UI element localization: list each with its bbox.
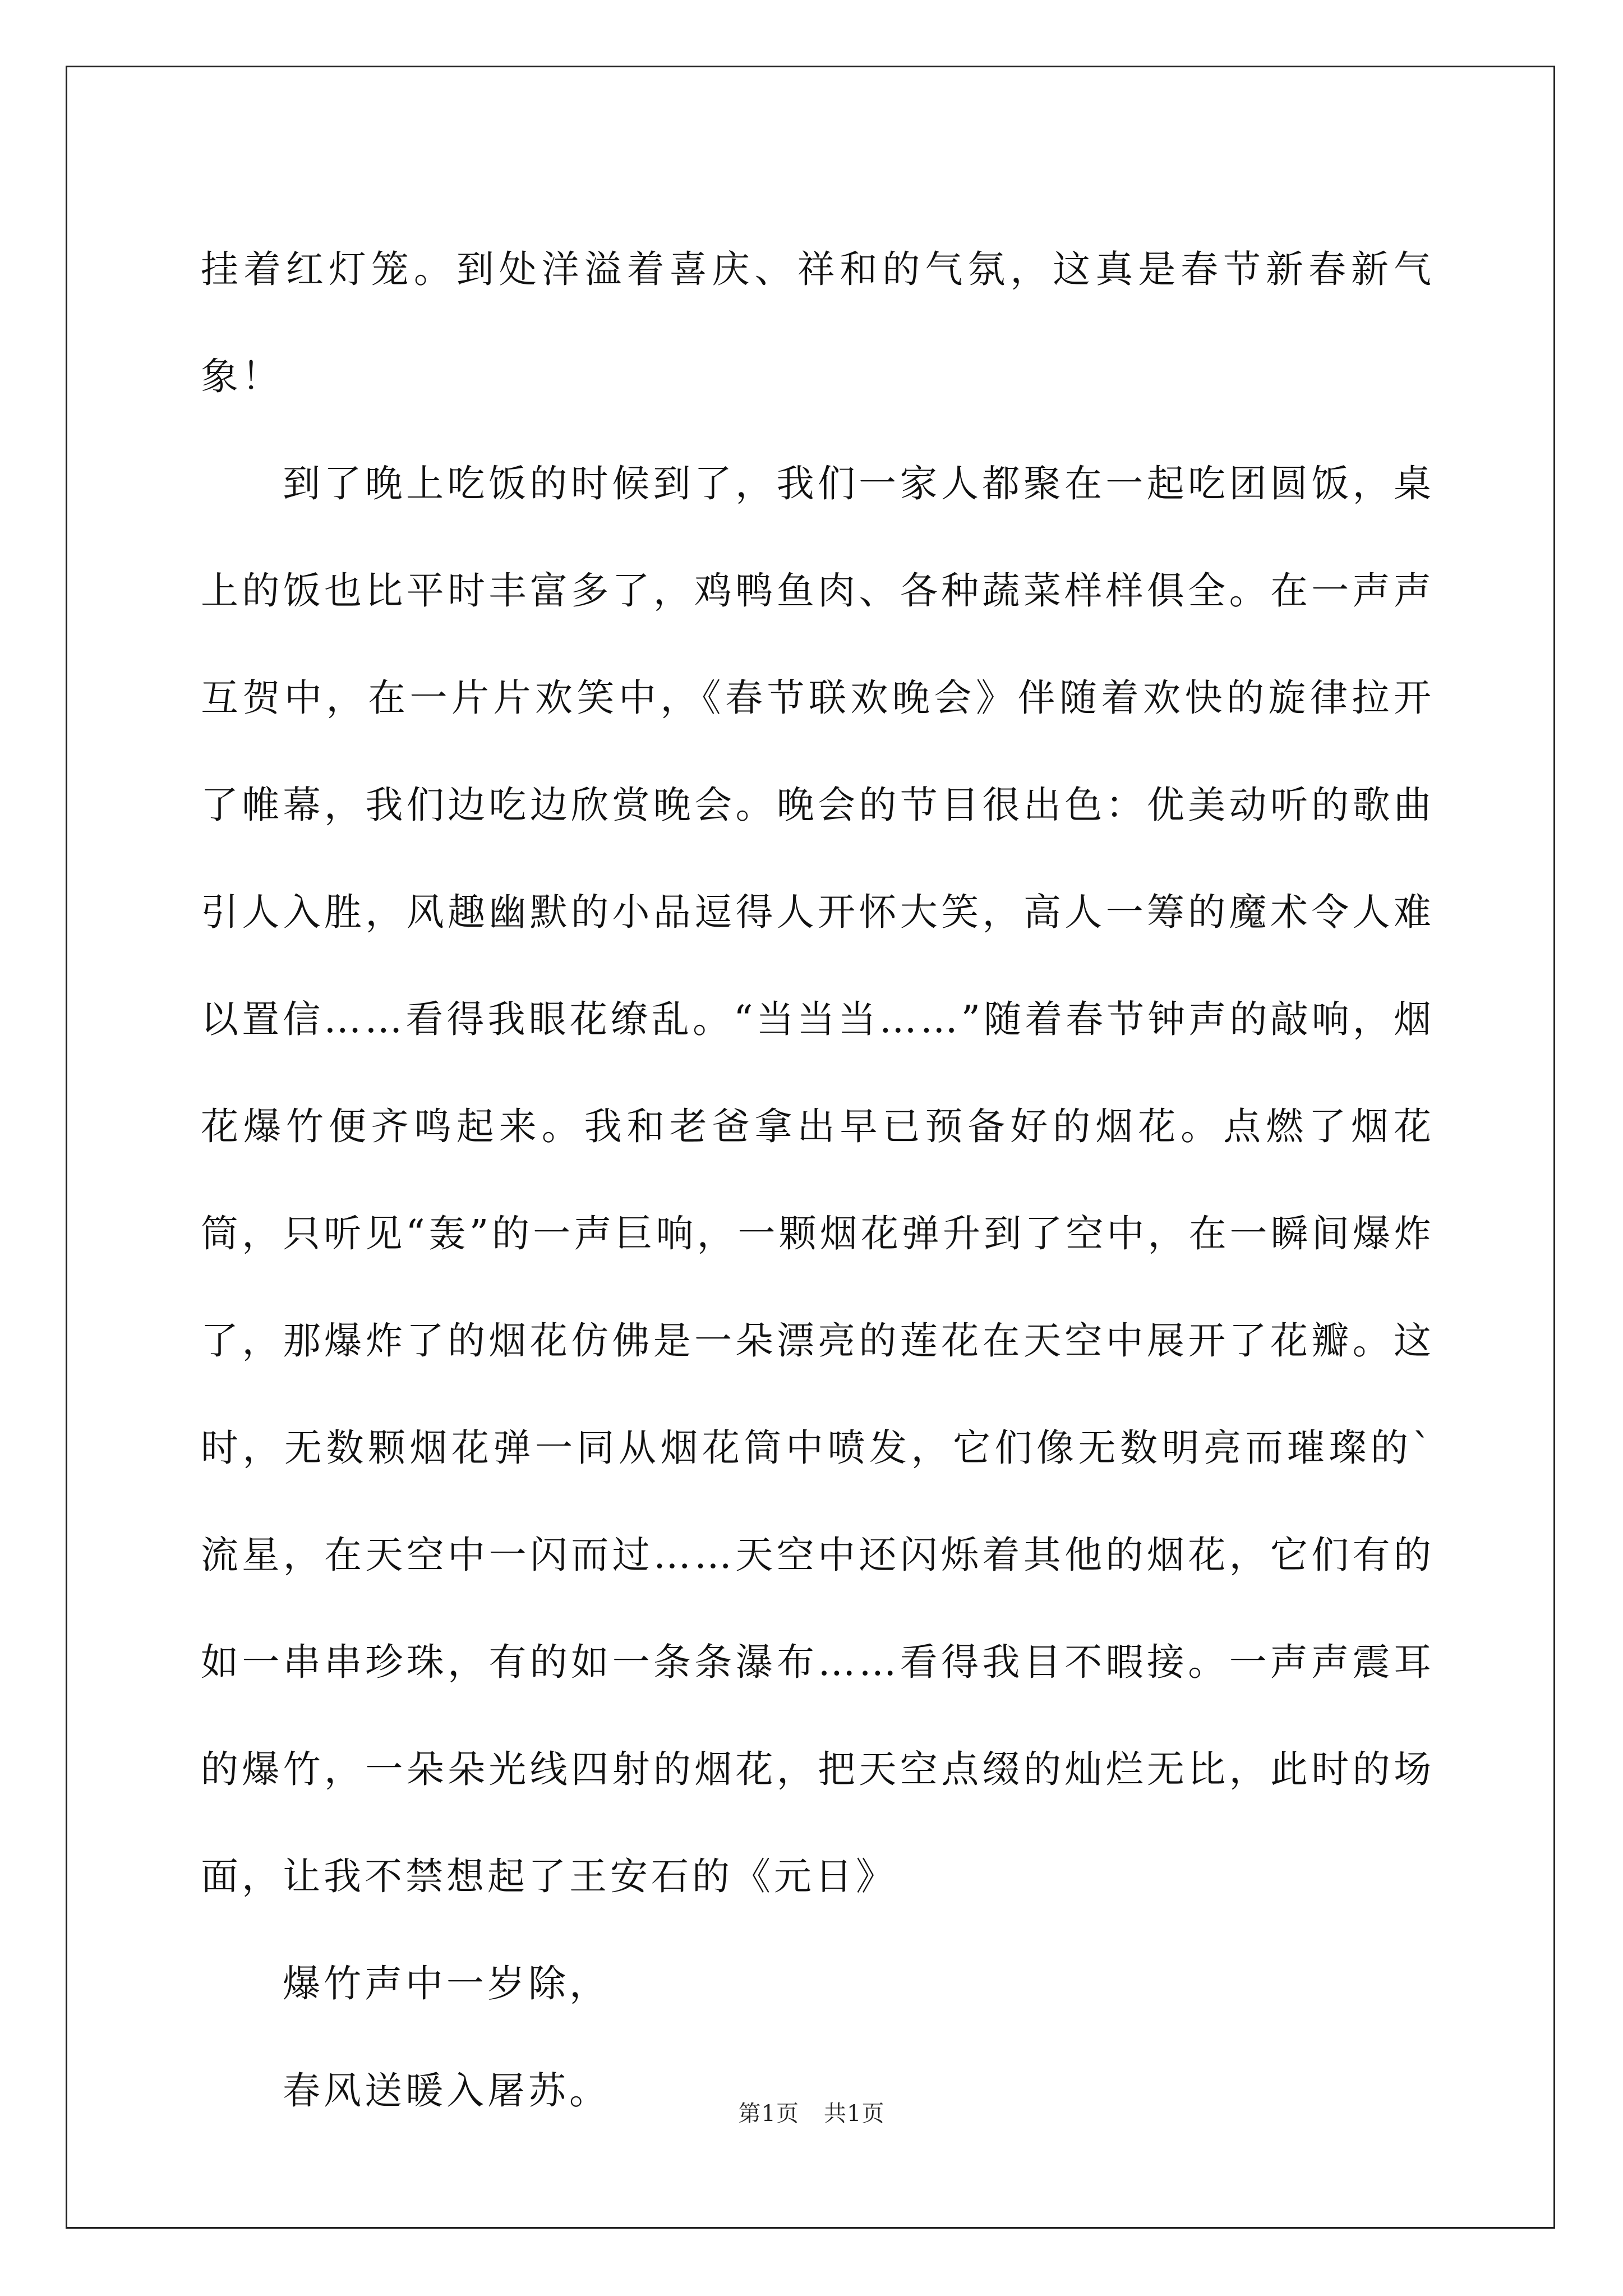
page-number-total: 共1页 [824, 2101, 885, 2127]
page-footer [0, 2097, 1623, 2131]
paragraph-opening-line: 挂着红灯笼。到处洋溢着喜庆、祥和的气氛，这真是春节新春新气象！ [201, 247, 1435, 398]
page-number-current: 第1页 [738, 2101, 799, 2127]
poem-line-1: 爆竹声中一岁除， [283, 1962, 610, 2005]
document-body [201, 216, 1435, 2145]
paragraph-new-year-eve: 到了晚上吃饭的时候到了，我们一家人都聚在一起吃团圆饭，桌上的饭也比平时丰富多了，鸡鸭鱼肉、各种蔬菜样样俱全。在一声声互贺中，在一片片欢笑中，《春节联欢晚会》伴随着欢快的旋律拉开了帷幕，我们边吃边欣赏晚会。晚会的节目很出色：优美动听的歌曲引人入胜，风趣幽默的小品逗得人开怀大笑，高人一筹的魔术令人难以置信……看得我眼花缭乱。“当当当……”随着春节钟声的敲响，烟花爆竹便齐鸣起来。我和老爸拿出早已预备好的烟花。点燃了烟花筒，只听见“轰”的一声巨响，一颗烟花弹升到了空中，在一瞬间爆炸了，那爆炸了的烟花仿佛是一朵漂亮的莲花在天空中展开了花瓣。这时，无数颗烟花弹一同从烟花筒中喷发，它们像无数明亮而璀璨的`流星，在天空中一闪而过……天空中还闪烁着其他的烟花，它们有的如一串串珍珠，有的如一条条瀑布……看得我目不暇接。一声声震耳的爆竹，一朵朵光线四射的烟花，把天空点缀的灿烂无比，此时的场面，让我不禁想起了王安石的《元日》 [201, 462, 1435, 1898]
poem-line-2: 春风送暖入屠苏。 [283, 2069, 610, 2113]
